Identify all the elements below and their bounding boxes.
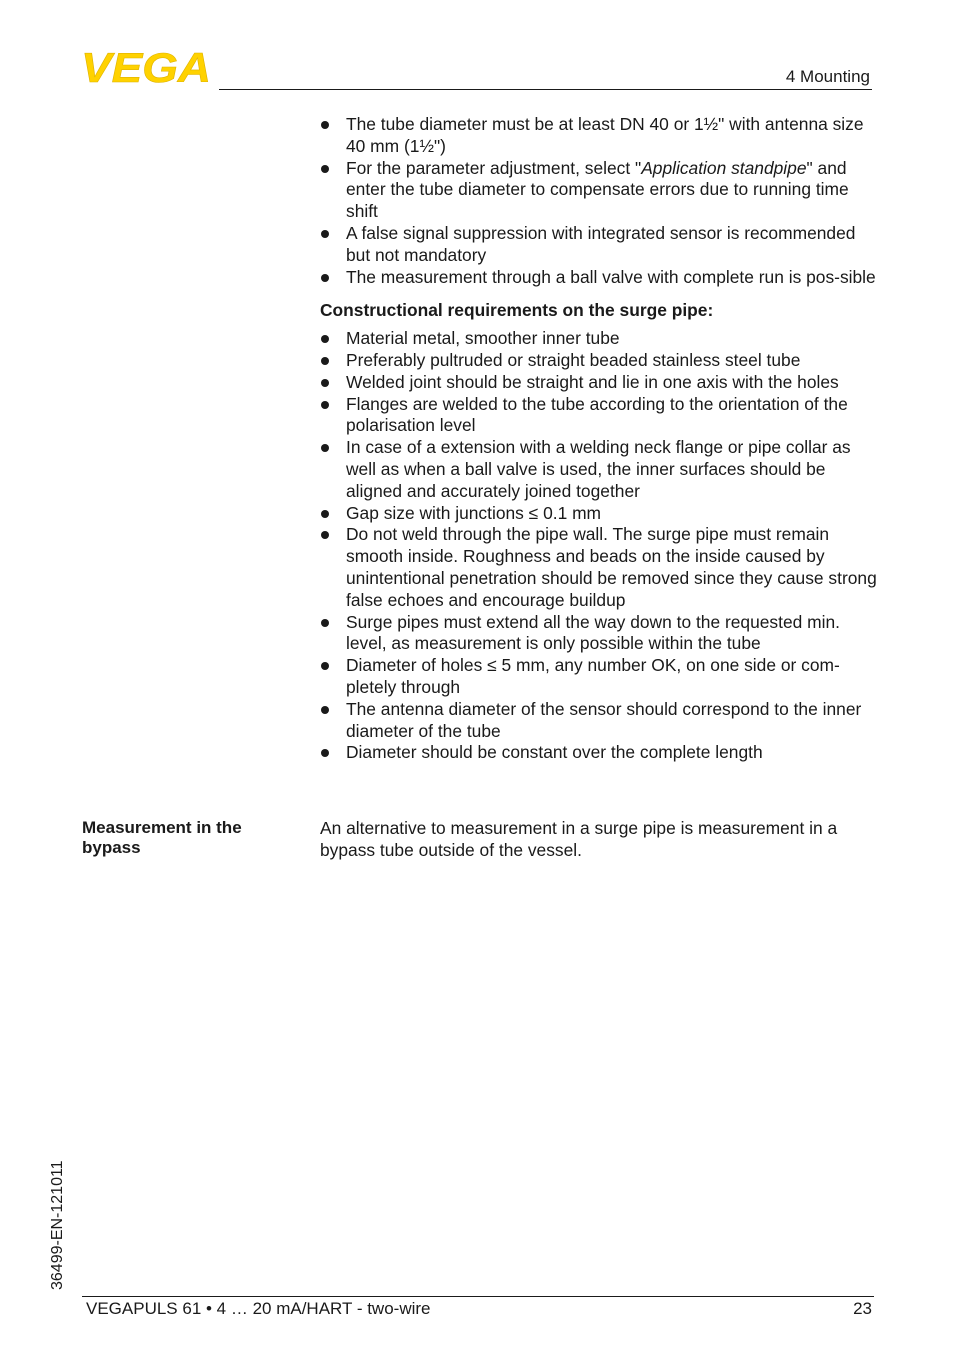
menu-reference: Application standpipe — [641, 157, 807, 178]
list-item: The tube diameter must be at least DN 40 or 1½" with antenna size 40 mm (1½") — [320, 114, 880, 158]
page-number: 23 — [853, 1299, 872, 1318]
header-divider — [219, 89, 872, 90]
text-after: " and enter the tube diameter to compensate errors due to running time shift — [346, 157, 849, 222]
list-item: The antenna diameter of the sensor should correspond to the inner diameter of the tube — [320, 699, 880, 743]
list-item: Gap size with junctions ≤ 0.1 mm — [320, 503, 880, 525]
footer-divider — [82, 1296, 874, 1297]
surge-pipe-heading: Constructional requirements on the surge pipe: — [320, 300, 714, 321]
logo-text: VEGA — [81, 50, 211, 84]
footer-product: VEGAPULS 61 • 4 … 20 mA/HART - two-wire — [86, 1299, 431, 1318]
section-title: 4 Mounting — [785, 67, 870, 86]
list-item: Flanges are welded to the tube according to the orientation of the polarisation level — [320, 394, 880, 438]
standpipe-list — [320, 114, 880, 288]
list-item: Preferably pultruded or straight beaded stainless steel tube — [320, 350, 880, 372]
vega-logo — [81, 50, 213, 84]
list-item: Welded joint should be straight and lie in one axis with the holes — [320, 372, 880, 394]
list-item: Diameter should be constant over the complete length — [320, 742, 880, 764]
bypass-heading: Measurement in the bypass — [82, 818, 242, 857]
surge-pipe-list — [320, 328, 880, 764]
list-item: A false signal suppression with integrated sensor is recommended but not mandatory — [320, 223, 880, 267]
text-before: For the parameter adjustment, select " — [346, 157, 642, 178]
list-item: In case of a extension with a welding neck flange or pipe collar as well as when a ball valve is used, the inner surfaces should be aligned and accurately joined together — [320, 437, 880, 502]
bypass-paragraph: An alternative to measurement in a surge pipe is measurement in a bypass tube outside of the vessel. — [320, 818, 838, 860]
list-item: Surge pipes must extend all the way down to the requested min. level, as measurement is only possible within the tube — [320, 612, 880, 656]
list-item: Do not weld through the pipe wall. The surge pipe must remain smooth inside. Roughness and beads on the inside caused by unintentional penetration should be removed since they cause strong false echoes and encourage buildup — [320, 524, 880, 611]
list-item: Material metal, smoother inner tube — [320, 328, 880, 350]
document-id: 36499-EN-121011 — [49, 1160, 66, 1290]
list-item: Diameter of holes ≤ 5 mm, any number OK, on one side or com-pletely through — [320, 655, 880, 699]
main-content — [320, 114, 880, 764]
list-item — [320, 158, 880, 223]
list-item: The measurement through a ball valve with complete run is pos-sible — [320, 267, 880, 289]
